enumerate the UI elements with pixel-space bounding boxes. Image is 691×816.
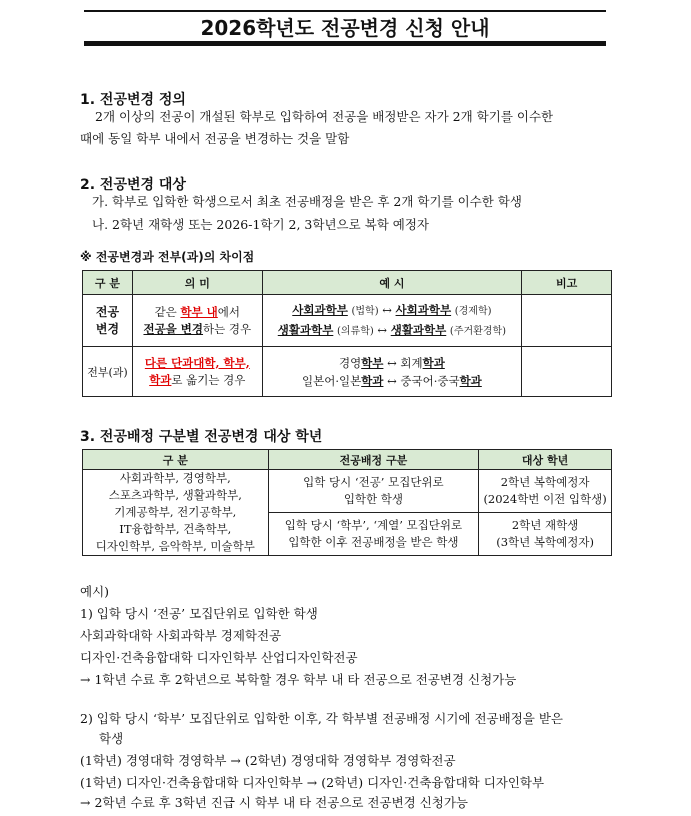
example1-line2: 디자인·건축융합대학 디자인학부 산업디자인학전공 (80, 650, 358, 665)
t1-row2-example: 경영학부 ↔ 회계학과 일본어·일본학과 ↔ 중국어·중국학과 (262, 347, 521, 397)
difference-table (82, 270, 612, 397)
examples-label: 예시) (80, 584, 110, 599)
t1-row2-note (522, 347, 612, 397)
example1-line3: → 1학년 수료 후 2학년으로 복학할 경우 학부 내 타 전공으로 전공변경 신청가능 (80, 672, 517, 687)
section2-item-a: 가. 학부로 입학한 학생으로서 최초 전공배정을 받은 후 2개 학기를 이수한 학생 (92, 194, 522, 209)
t2-row2-type: 입학 당시 ‘학부’, ‘계열’ 모집단위로 입학한 이후 전공배정을 받은 학생 (268, 513, 479, 556)
t1-header-category: 구 분 (83, 271, 133, 295)
section1-heading: 1. 전공변경 정의 (80, 92, 186, 108)
t1-row1-label: 전공 변경 (83, 295, 133, 347)
example1-line1: 사회과학대학 사회과학부 경제학전공 (80, 628, 282, 643)
page-title: 2026학년도 전공변경 신청 안내 (200, 16, 490, 40)
section2-item-b: 나. 2학년 재학생 또는 2026-1학기 2, 3학년으로 복학 예정자 (92, 217, 430, 232)
example2-title-line2: 학생 (99, 731, 124, 746)
t2-header-grade: 대상 학년 (479, 450, 612, 470)
t1-row1-meaning: 같은 학부 내에서 전공을 변경하는 경우 (132, 295, 262, 347)
example2-line3: → 2학년 수료 후 3학년 진급 시 학부 내 타 전공으로 전공변경 신청가능 (80, 795, 469, 810)
t1-header-note: 비고 (522, 271, 612, 295)
section1-line1: 2개 이상의 전공이 개설된 학부로 입학하여 전공을 배정받은 자가 2개 학기를 이수한 (95, 109, 554, 124)
title-box (84, 10, 606, 46)
section3-heading: 3. 전공배정 구분별 전공변경 대상 학년 (80, 429, 323, 445)
example2-line1: (1학년) 경영대학 경영학부 → (2학년) 경영대학 경영학부 경영학전공 (80, 753, 456, 768)
target-grade-table (82, 449, 612, 556)
t2-row2-grade: 2학년 재학생 (3학년 복학예정자) (479, 513, 612, 556)
difference-note-heading: ※ 전공변경과 전부(과)의 차이점 (80, 250, 255, 264)
t1-row2-meaning: 다른 단과대학, 학부, 학과로 옮기는 경우 (132, 347, 262, 397)
t2-departments: 사회과학부, 경영학부, 스포츠과학부, 생활과학부, 기계공학부, 전기공학부, IT융합학부, 건축학부, 디자인학부, 음악학부, 미술학부 (83, 470, 269, 556)
example2-title-line1: 2) 입학 당시 ‘학부’ 모집단위로 입학한 이후, 각 학부별 전공배정 시기에 전공배정을 받은 (80, 711, 563, 726)
example1-title: 1) 입학 당시 ‘전공’ 모집단위로 입학한 학생 (80, 606, 318, 621)
t2-header-type: 전공배정 구분 (268, 450, 479, 470)
t1-row1-example: 사회과학부 (법학) ↔ 사회과학부 (경제학) 생활과학부 (의류학) ↔ 생활과학부 (주거환경학) (262, 295, 521, 347)
section2-heading: 2. 전공변경 대상 (80, 177, 186, 193)
t1-row2-label: 전부(과) (83, 347, 133, 397)
t2-row1-grade: 2학년 복학예정자 (2024학번 이전 입학생) (479, 470, 612, 513)
t1-header-meaning: 의 미 (132, 271, 262, 295)
t2-row1-type: 입학 당시 ‘전공’ 모집단위로 입학한 학생 (268, 470, 479, 513)
t2-header-category: 구 분 (83, 450, 269, 470)
t1-row1-note (522, 295, 612, 347)
section1-line2: 때에 동일 학부 내에서 전공을 변경하는 것을 말함 (80, 131, 350, 146)
example2-line2: (1학년) 디자인·건축융합대학 디자인학부 → (2학년) 디자인·건축융합대학 디자인학부 (80, 775, 545, 790)
t1-header-example: 예 시 (262, 271, 521, 295)
